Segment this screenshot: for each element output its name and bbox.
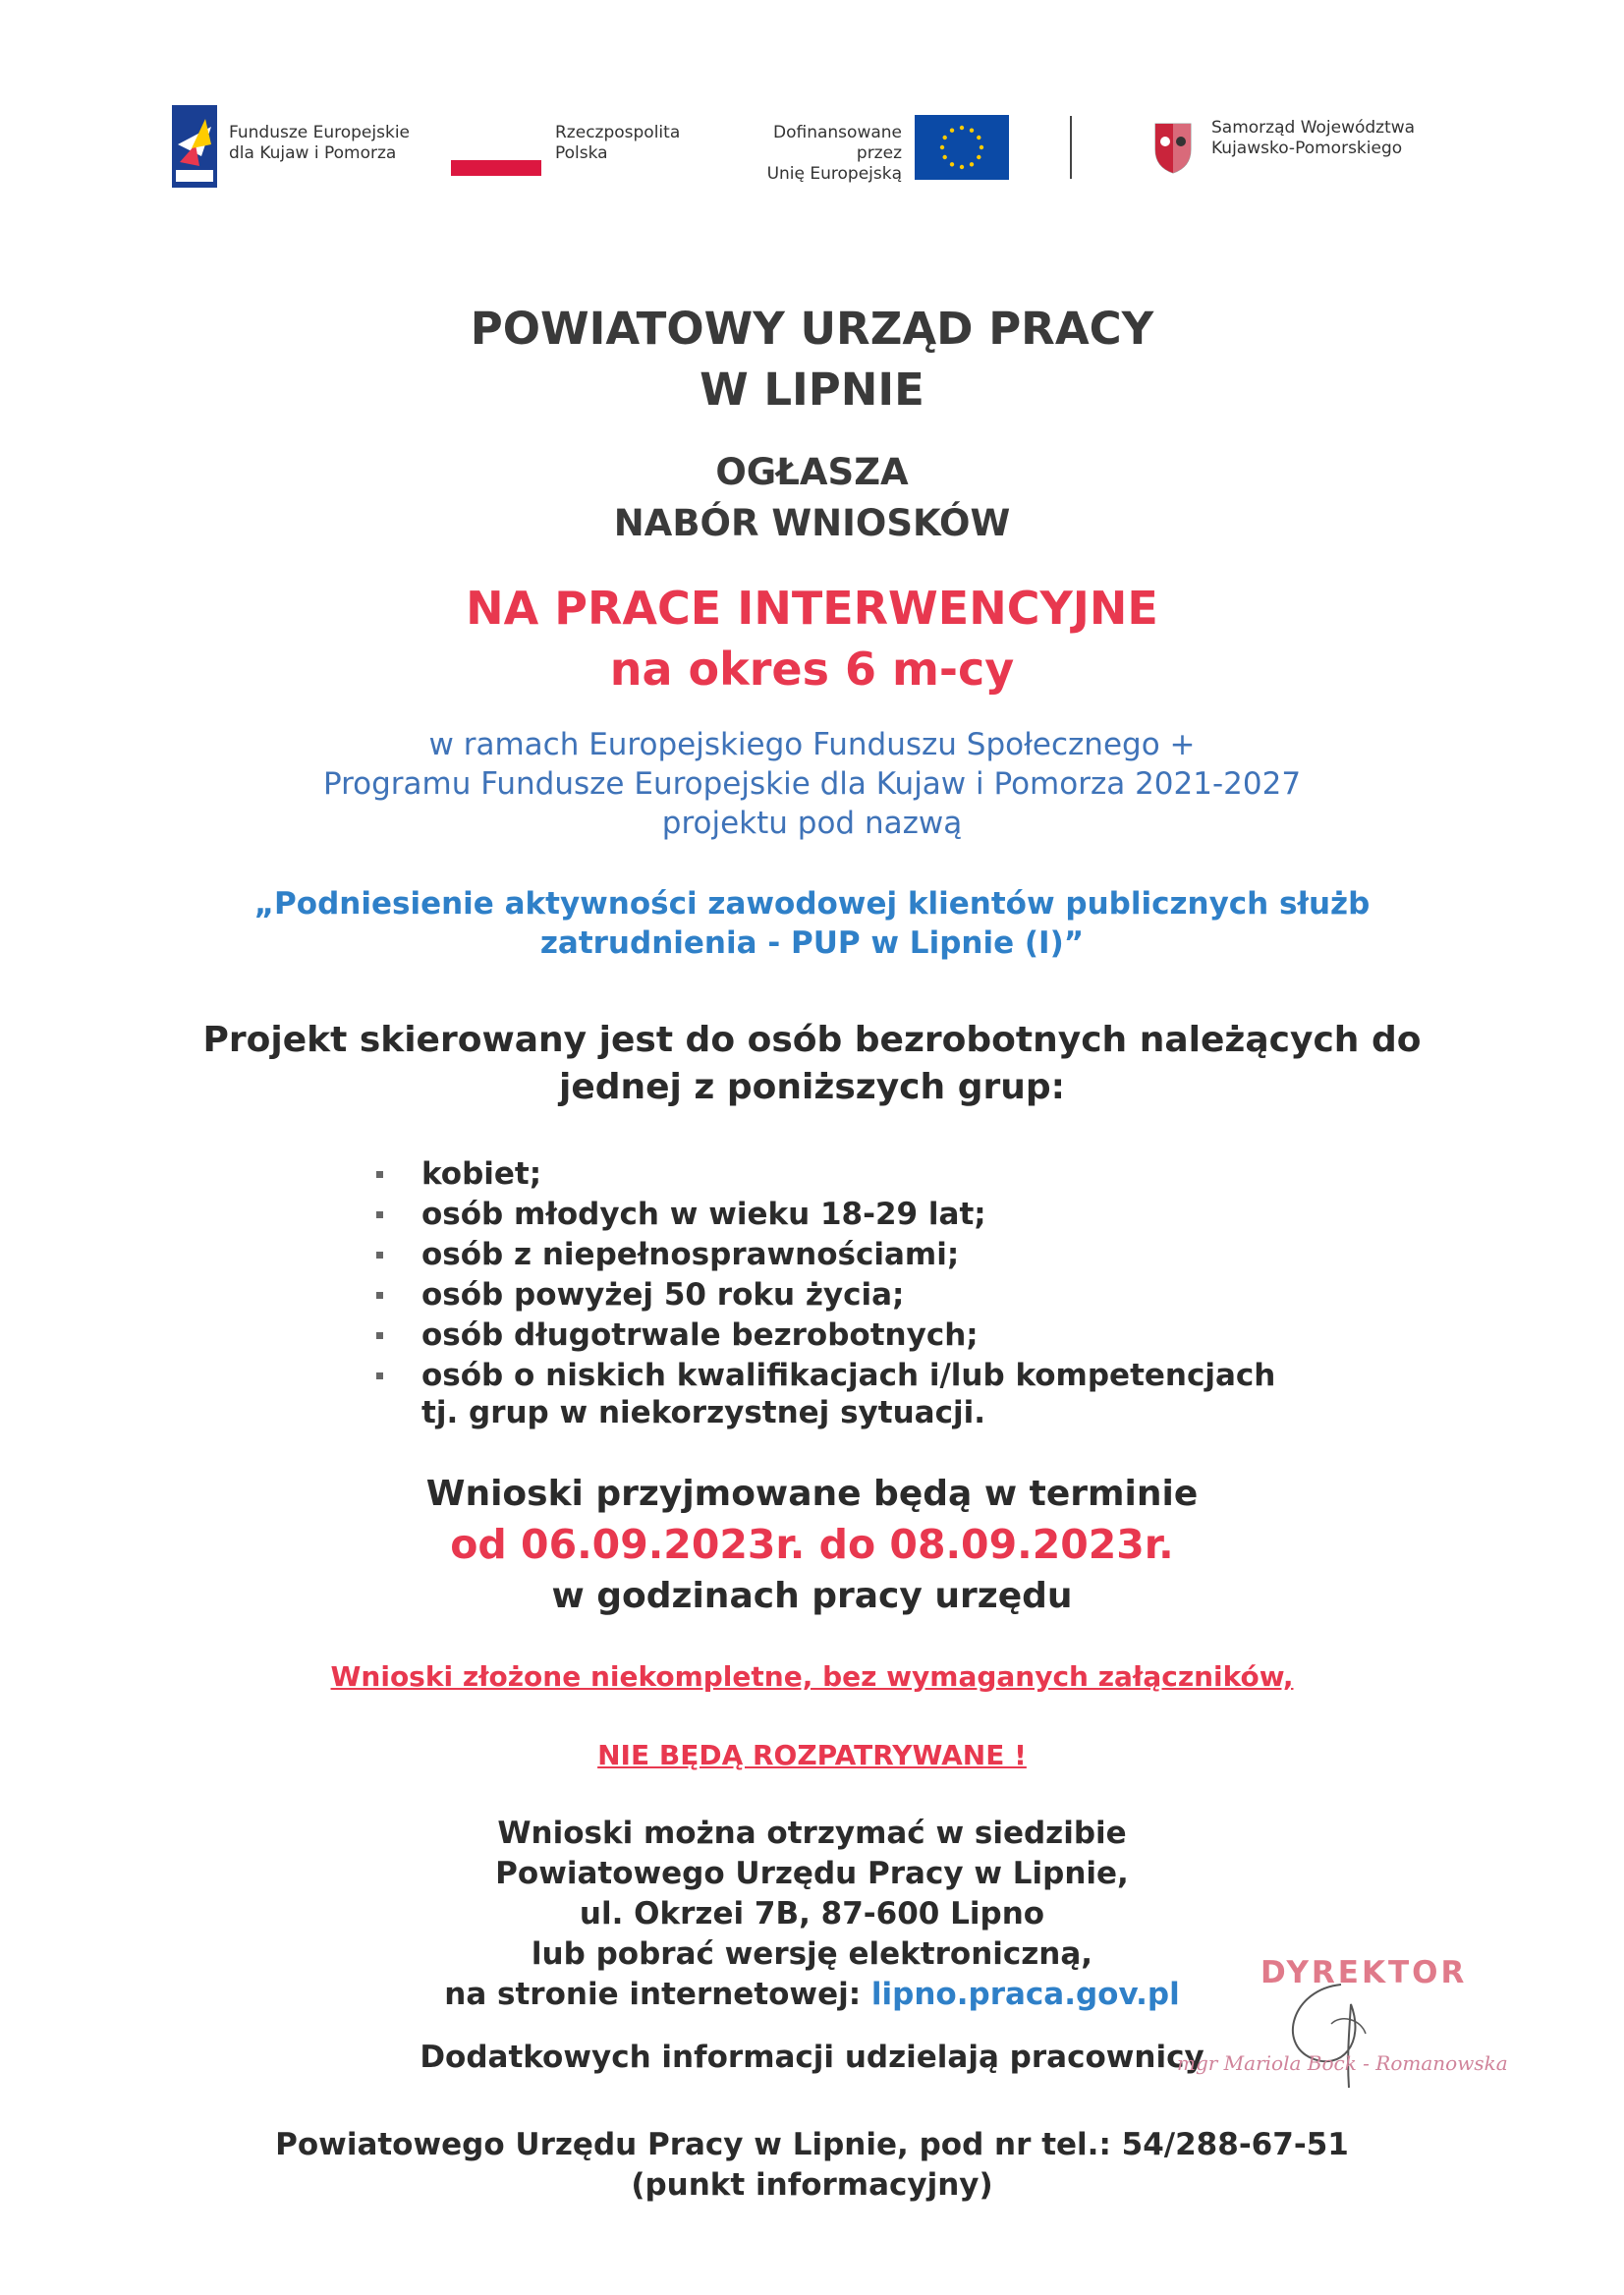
director-name: mgr Mariola Bock - Romanowska [1177,2051,1508,2075]
list-item: osób długotrwale bezrobotnych; [376,1315,1275,1356]
bullet-icon [376,1211,383,1218]
info-line1: Wnioski można otrzymać w siedzibie [497,1816,1127,1851]
term-hours: w godzinach pracy urzędu [551,1576,1073,1616]
announces-text: OGŁASZA [715,451,909,493]
office-name [0,299,1624,420]
website-link[interactable]: lipno.praca.gov.pl [870,1977,1180,2012]
bullet-icon [376,1292,383,1299]
program-title-line2: na okres 6 m-cy [609,643,1015,696]
fe-logo-label [229,123,410,164]
list-item: osób powyżej 50 roku życia; [376,1275,1275,1315]
eu-star-icon [970,162,974,166]
eu-star-icon [977,136,980,140]
rp-logo-line1: Rzeczpospolita [555,123,681,142]
program-title [0,578,1624,700]
contact-block [0,2125,1624,2206]
bullet-icon [376,1252,383,1259]
target-line1: Projekt skierowany jest do osób bezrobotnych należących do [202,1020,1422,1060]
term-dates: od 06.09.2023r. do 08.09.2023r. [450,1521,1174,1568]
eu-flag-icon [915,115,1009,180]
project-name [0,884,1624,963]
project-name-line2: zatrudnienia - PUP w Lipnie (I)” [539,925,1085,961]
info-line4: lub pobrać wersję elektroniczną, [531,1936,1093,1972]
kp-logo-line2: Kujawsko-Pomorskiego [1211,139,1403,158]
list-item: kobiet; [376,1154,1275,1195]
info-line2: Powiatowego Urzędu Pracy w Lipnie, [495,1856,1129,1891]
ue-logo-line1: Dofinansowane przez [773,123,902,163]
fe-logo-icon [172,105,217,188]
info-staff-line: Dodatkowych informacji udzielają pracownicy [420,2040,1204,2075]
bullet-icon [376,1171,383,1178]
eu-star-icon [950,129,954,133]
polish-flag-icon [451,144,541,176]
bullet-icon [376,1332,383,1339]
kp-coat-of-arms-icon [1149,120,1197,175]
eu-star-icon [980,145,983,149]
program-title-line1: NA PRACE INTERWENCYJNE [466,582,1158,635]
director-stamp-title: DYREKTOR [1260,1955,1468,1990]
rp-logo-label [555,123,680,164]
logo-separator [1070,116,1072,179]
office-name-line1: POWIATOWY URZĄD PRACY [470,303,1154,355]
logo-fundusze-europejskie [172,105,217,188]
eu-star-icon [977,155,980,159]
eu-star-icon [943,136,947,140]
eu-star-icon [940,145,944,149]
list-item: osób z niepełnosprawnościami; [376,1235,1275,1275]
target-groups-continuation: tj. grup w niekorzystnej sytuacji. [421,1395,985,1430]
fe-logo-line2: dla Kujaw i Pomorza [229,143,397,163]
contact-phone-line: Powiatowego Urzędu Pracy w Lipnie, pod nr tel.: 54/288-67-51 [275,2127,1349,2162]
eu-star-icon [960,126,964,130]
kp-logo-line1: Samorząd Województwa [1211,118,1416,138]
program-funding [0,725,1624,843]
rejection-notice: NIE BĘDĄ ROZPATRYWANE ! [597,1739,1027,1771]
info-line3: ul. Okrzei 7B, 87-600 Lipno [579,1896,1045,1931]
eu-star-icon [960,165,964,169]
eu-stars-icon [915,115,1009,180]
program-funding-line1: w ramach Europejskiego Funduszu Społecznego + [428,727,1196,762]
eu-star-icon [950,162,954,166]
office-name-line2: W LIPNIE [700,364,924,416]
announcement [0,447,1624,549]
website-prefix: na stronie internetowej: [444,1977,862,2012]
rp-logo-line2: Polska [555,143,608,163]
incomplete-warning: Wnioski złożone niekompletne, bez wymaganych załączników, [330,1660,1294,1693]
ue-logo-label [723,123,902,185]
fe-logo-line1: Fundusze Europejskie [229,123,410,142]
recruitment-text: NABÓR WNIOSKÓW [613,502,1011,544]
program-funding-line2: Programu Fundusze Europejskie dla Kujaw i Pomorza 2021-2027 [322,766,1302,802]
term-intro: Wnioski przyjmowane będą w terminie [425,1474,1199,1514]
contact-point-line: (punkt informacyjny) [631,2167,993,2203]
kp-logo-label [1211,118,1415,159]
target-groups-list [376,1154,1275,1396]
eu-star-icon [943,155,947,159]
target-line2: jednej z poniższych grup: [558,1067,1066,1107]
bullet-icon [376,1372,383,1379]
program-funding-line3: projektu pod nazwą [661,806,963,841]
target-group-intro [0,1017,1624,1111]
project-name-line1: „Podniesienie aktywności zawodowej klientów publicznych służb [253,886,1371,922]
ue-logo-line2: Unię Europejską [766,164,902,184]
list-item: osób młodych w wieku 18-29 lat; [376,1195,1275,1235]
list-item: osób o niskich kwalifikacjach i/lub kompetencjach [376,1356,1275,1396]
eu-star-icon [970,129,974,133]
